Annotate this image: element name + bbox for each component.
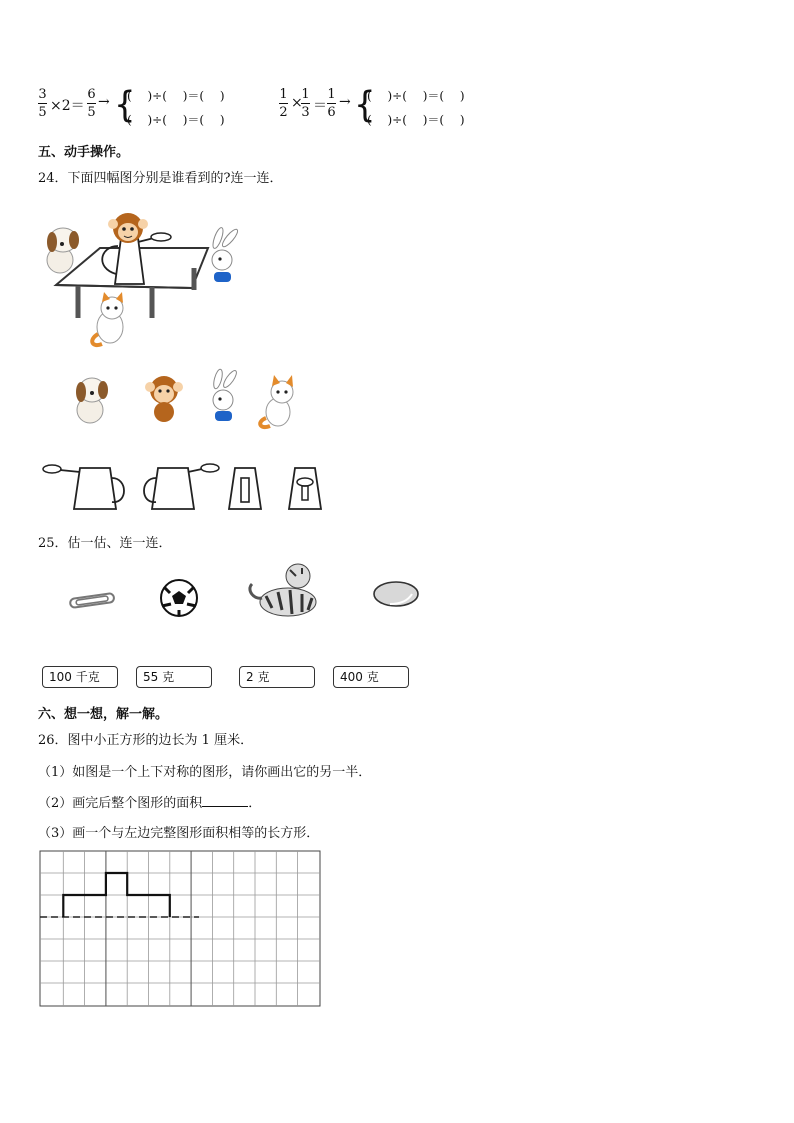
times-two: ×2＝ — [50, 98, 85, 114]
kettle-right-spout-view — [144, 464, 219, 509]
fraction: 6 5 — [87, 87, 96, 120]
dog-icon — [47, 228, 79, 273]
section-six-title: 六、想一想，解一解。 — [38, 707, 169, 722]
blank-equation: ( )÷( )＝( ) — [367, 89, 465, 103]
question-26-part-3: （3）画一个与左边完整图形面积相等的长方形． — [38, 826, 320, 841]
kettle-left-spout-view — [43, 465, 124, 509]
cat-icon — [260, 375, 293, 427]
kettle-back-view — [229, 468, 261, 509]
tiger-icon — [250, 564, 316, 616]
weight-option[interactable]: 55 克 — [136, 666, 212, 688]
soccer-ball-icon — [161, 580, 197, 616]
fraction: 1 3 — [301, 87, 310, 120]
rabbit-icon — [212, 368, 239, 421]
rabbit-icon — [211, 226, 240, 282]
blank-equation: ( )÷( )＝( ) — [367, 113, 465, 127]
square-grid[interactable] — [39, 850, 323, 1010]
arrow-icon: → — [98, 94, 110, 110]
brace: { — [114, 84, 136, 126]
cat-icon — [92, 292, 123, 345]
weight-option[interactable]: 100 千克 — [42, 666, 118, 688]
answer-blank[interactable] — [202, 794, 248, 807]
question-26-text: 26．图中小正方形的边长为 1 厘米． — [38, 733, 254, 748]
question-25-text: 25．估一估、连一连． — [38, 536, 172, 551]
objects-row — [40, 560, 440, 630]
fraction: 1 2 — [279, 87, 288, 120]
plate-icon — [374, 582, 418, 606]
table-scene — [40, 202, 260, 352]
section-five-title: 五、动手操作。 — [38, 145, 130, 160]
fraction: 1 6 — [327, 87, 336, 120]
brace: { — [354, 84, 376, 126]
blank-equation: ( )÷( )＝( ) — [127, 89, 225, 103]
kettle-views-row — [40, 460, 330, 515]
fraction: 3 5 — [38, 87, 47, 120]
monkey-icon — [108, 213, 148, 243]
question-24-text: 24．下面四幅图分别是谁看到的?连一连． — [38, 171, 283, 186]
times-sign: × — [291, 95, 303, 111]
monkey-icon — [145, 376, 183, 422]
arrow-icon: → — [339, 94, 351, 110]
animal-row — [68, 370, 308, 430]
blank-equation: ( )÷( )＝( ) — [127, 113, 225, 127]
kettle-top-view — [289, 468, 321, 509]
paperclip-icon — [70, 593, 115, 608]
weight-option[interactable]: 2 克 — [239, 666, 315, 688]
weight-option[interactable]: 400 克 — [333, 666, 409, 688]
equals-sign: ＝ — [313, 98, 327, 114]
dog-icon — [76, 378, 108, 423]
question-26-part-1: （1）如图是一个上下对称的图形，请你画出它的另一半． — [38, 765, 372, 780]
question-26-part-2: （2）画完后整个图形的面积 ． — [38, 796, 262, 811]
